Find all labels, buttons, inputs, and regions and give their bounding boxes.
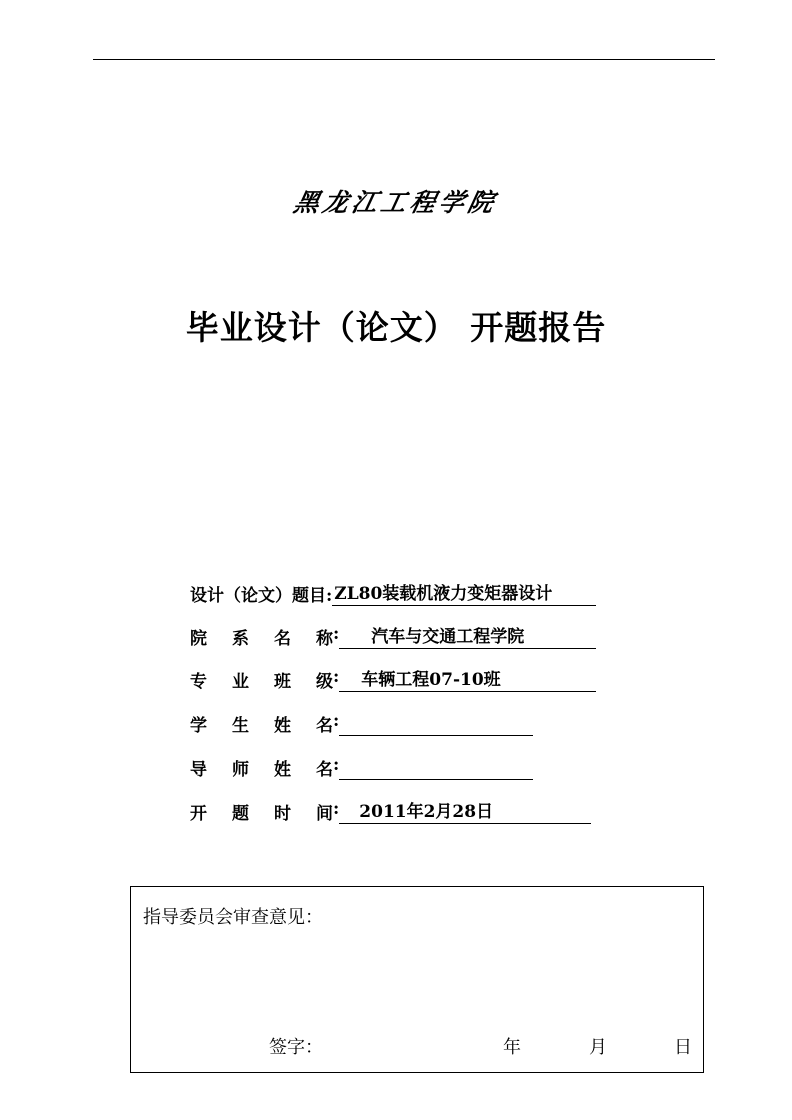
field-student-name — [190, 708, 533, 736]
signature-label: 签字： — [269, 1037, 323, 1058]
institution-logo: 黑龙江工程学院 — [291, 188, 501, 217]
field-advisor-name-value[interactable] — [339, 758, 533, 780]
field-start-date-value: 2011年2月28日 — [339, 802, 591, 824]
field-topic-value: ZL80装载机液力变矩器设计 — [332, 584, 596, 606]
field-major-class — [190, 664, 596, 692]
label-char: 名 — [274, 629, 291, 649]
field-start-date-label — [190, 799, 339, 824]
label-colon: : — [333, 624, 340, 644]
label-char: 院 — [190, 629, 207, 649]
field-topic-label: 设计（论文）题目: — [190, 586, 333, 606]
field-advisor-name — [190, 752, 533, 780]
label-colon: : — [333, 755, 340, 775]
label-char: 业 — [232, 672, 249, 692]
label-char: 名 — [316, 716, 333, 736]
field-major-class-label — [190, 667, 339, 692]
review-title: 指导委员会审查意见： — [143, 907, 323, 928]
label-char: 题 — [232, 804, 249, 824]
label-char: 开 — [190, 804, 207, 824]
label-char: 名 — [316, 760, 333, 780]
label-char: 姓 — [274, 760, 291, 780]
field-student-name-label — [190, 711, 339, 736]
label-char: 系 — [232, 629, 249, 649]
label-char: 时 — [274, 804, 291, 824]
label-char: 专 — [190, 672, 207, 692]
page-title: 毕业设计（论文） 开题报告 — [185, 308, 607, 347]
month-label: 月 — [589, 1037, 607, 1058]
field-department-label — [190, 624, 339, 649]
label-char: 导 — [190, 760, 207, 780]
header-rule — [93, 59, 715, 60]
label-char: 学 — [190, 716, 207, 736]
label-char: 姓 — [274, 716, 291, 736]
field-advisor-name-label — [190, 755, 339, 780]
label-char: 称 — [316, 629, 333, 649]
label-colon: : — [333, 667, 340, 687]
label-colon: : — [333, 799, 340, 819]
label-colon: : — [333, 711, 340, 731]
label-char: 生 — [232, 716, 249, 736]
field-department-value: 汽车与交通工程学院 — [339, 627, 596, 649]
label-char: 间 — [316, 804, 333, 824]
field-start-date — [190, 796, 591, 824]
label-char: 师 — [232, 760, 249, 780]
field-major-class-value: 车辆工程07-10班 — [339, 670, 596, 692]
field-student-name-value[interactable] — [339, 714, 533, 736]
field-department — [190, 621, 596, 649]
field-topic — [190, 578, 596, 606]
label-char: 级 — [316, 672, 333, 692]
label-char: 班 — [274, 672, 291, 692]
year-label: 年 — [503, 1037, 521, 1058]
review-comments-box[interactable] — [130, 886, 704, 1073]
day-label: 日 — [674, 1037, 692, 1058]
